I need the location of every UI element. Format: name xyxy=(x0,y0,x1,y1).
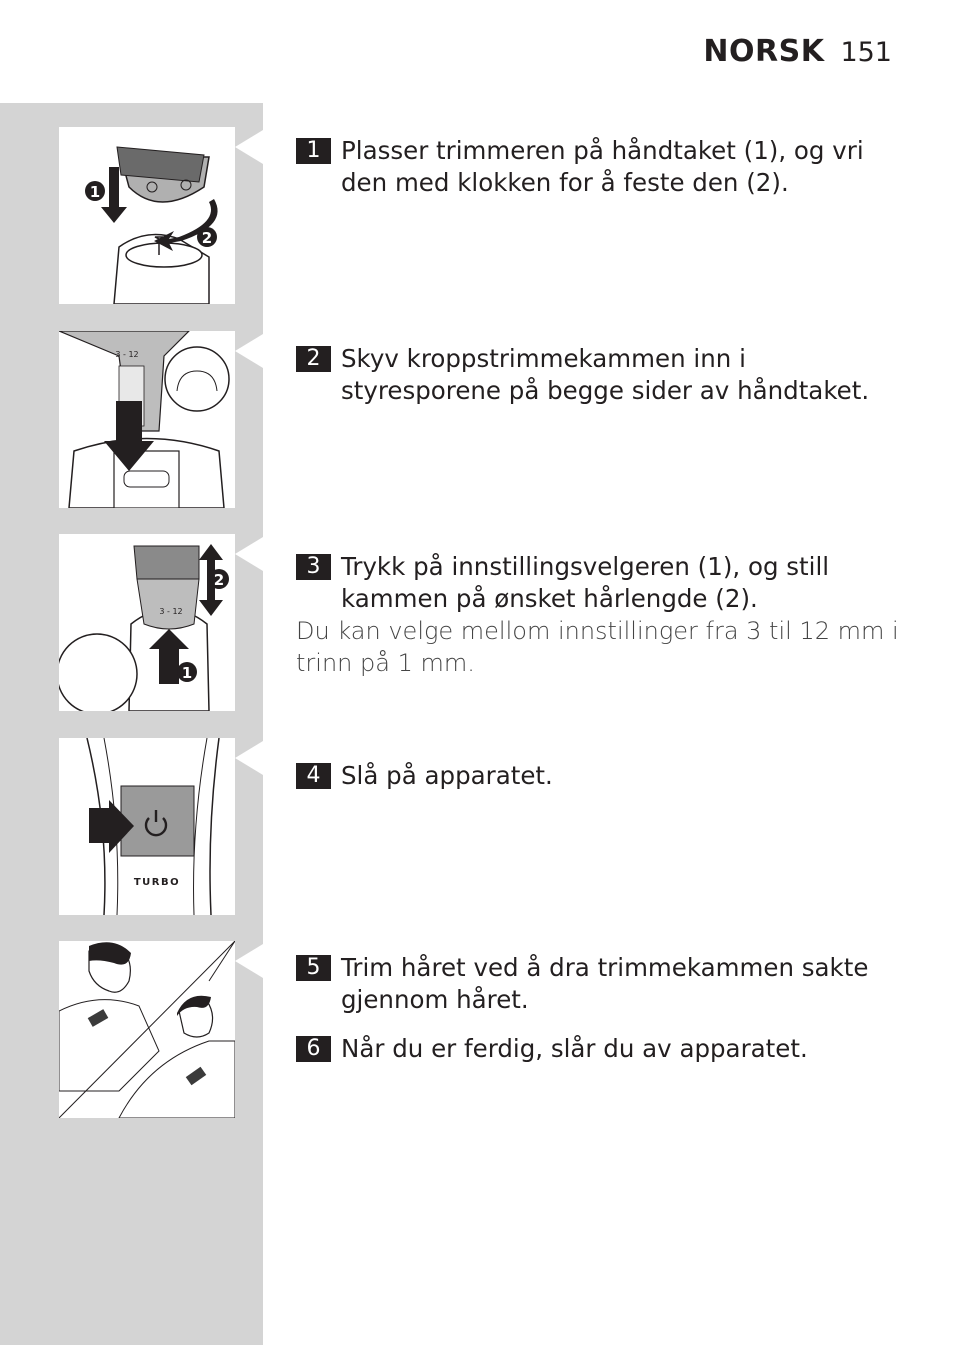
step-6 xyxy=(296,1033,906,1065)
figure-slide-comb xyxy=(59,331,235,508)
step-number: 4 xyxy=(296,763,331,789)
callout-2-label: 2 xyxy=(201,229,213,247)
comb-length-label: 3 - 12 xyxy=(115,350,139,359)
figure-pointer xyxy=(235,537,263,571)
step-number: 2 xyxy=(296,346,331,372)
figure-pointer xyxy=(235,944,263,978)
figure-attach-trimmer xyxy=(59,127,235,304)
step-number: 6 xyxy=(296,1036,331,1062)
step-2 xyxy=(296,343,906,407)
page-header xyxy=(703,34,892,69)
step-text: Slå på apparatet. xyxy=(341,761,553,790)
callout-2-label: 2 xyxy=(213,571,225,589)
comb-length-label: 3 - 12 xyxy=(159,607,183,616)
step-3 xyxy=(296,551,906,679)
language-heading: NORSK xyxy=(703,34,825,69)
step-text: Plasser trimmeren på håndtaket (1), og vri den med klokken for å feste den (2). xyxy=(341,136,864,197)
figure-trim-body xyxy=(59,941,235,1118)
step-4 xyxy=(296,760,906,792)
turbo-button-label: TURBO xyxy=(133,877,181,888)
callout-1-label: 1 xyxy=(181,664,193,682)
figure-pointer xyxy=(235,334,263,368)
step-text: Når du er ferdig, slår du av apparatet. xyxy=(341,1034,808,1063)
page-number: 151 xyxy=(840,37,892,68)
figure-switch-on xyxy=(59,738,235,915)
step-1 xyxy=(296,135,906,199)
step-5 xyxy=(296,952,906,1016)
figure-set-length xyxy=(59,534,235,711)
callout-1-label: 1 xyxy=(89,183,101,201)
step-text: Trykk på innstillingsvelgeren (1), og still kammen på ønsket hårlengde (2). xyxy=(341,552,830,613)
step-number: 3 xyxy=(296,554,331,580)
step-number: 5 xyxy=(296,955,331,981)
step-text: Skyv kroppstrimmekammen inn i styresporene på begge sider av håndtaket. xyxy=(341,344,870,405)
figure-pointer xyxy=(235,741,263,775)
step-number: 1 xyxy=(296,138,331,164)
step-text: Trim håret ved å dra trimmekammen sakte gjennom håret. xyxy=(341,953,869,1014)
step-tip: Du kan velge mellom innstillinger fra 3 til 12 mm i trinn på 1 mm. xyxy=(296,617,899,677)
figure-pointer xyxy=(235,130,263,164)
